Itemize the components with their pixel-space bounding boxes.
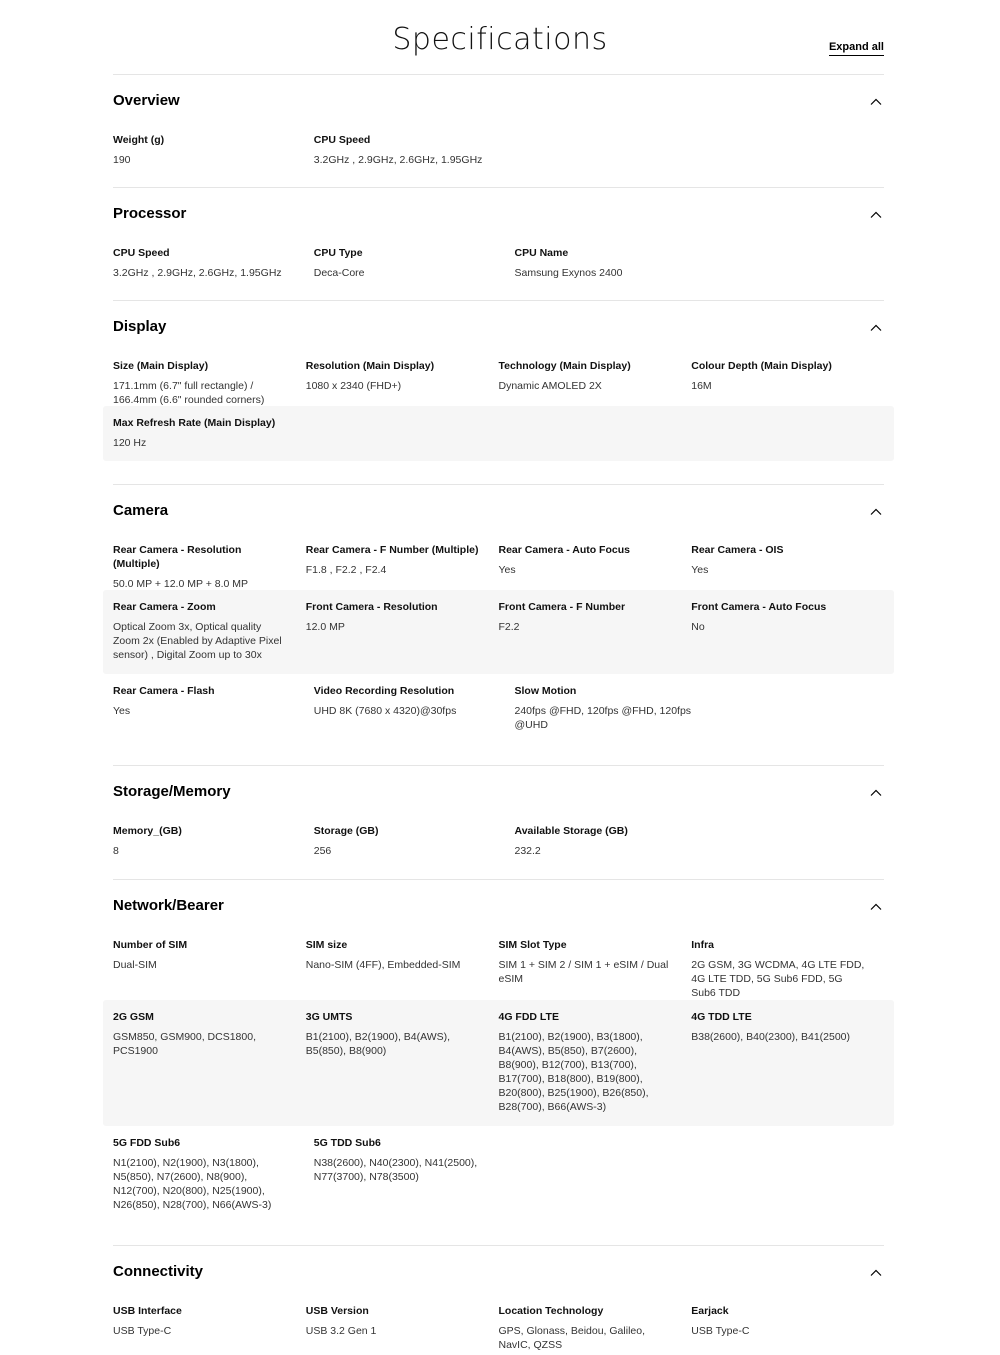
spec-value: USB Type-C	[113, 1325, 172, 1337]
spec-label: Storage (GB)	[313, 825, 379, 837]
spec-item	[113, 133, 314, 175]
spec-item	[306, 1304, 499, 1355]
spec-label: 4G TDD LTE	[691, 1011, 752, 1023]
spec-row	[103, 1000, 894, 1126]
spec-label: SIM size	[305, 939, 348, 951]
spec-item	[314, 246, 515, 288]
spec-item	[691, 938, 884, 1000]
section-title: Overview	[113, 92, 180, 109]
spec-label: Rear Camera - OIS	[691, 544, 784, 556]
spec-section	[113, 765, 884, 866]
spec-value: 3.2GHz , 2.9GHz, 2.6GHz, 1.95GHz	[113, 267, 282, 279]
spec-label: 4G FDD LTE	[498, 1011, 559, 1023]
spec-value: Yes	[498, 564, 516, 576]
spec-item	[499, 1304, 692, 1355]
spec-item	[499, 1010, 692, 1126]
spec-section	[113, 879, 884, 1216]
spec-item	[515, 684, 716, 744]
expand-all-link[interactable]: Expand all	[829, 41, 884, 56]
section-title: Processor	[113, 205, 187, 222]
spec-label: Front Camera - Resolution	[305, 601, 438, 613]
spec-value: B38(2600), B40(2300), B41(2500)	[691, 1031, 851, 1043]
spec-label: Size (Main Display)	[113, 360, 209, 372]
spec-value: 12.0 MP	[305, 621, 345, 633]
spec-value: Nano-SIM (4FF), Embedded-SIM	[305, 959, 461, 971]
chevron-up-icon[interactable]	[870, 900, 882, 912]
spec-item	[306, 600, 499, 674]
spec-item	[306, 359, 499, 406]
section-header[interactable]	[113, 1246, 884, 1296]
section-title: Camera	[113, 502, 169, 519]
chevron-up-icon[interactable]	[870, 505, 882, 517]
spec-label: 2G GSM	[113, 1011, 154, 1023]
spec-item	[113, 938, 306, 1000]
spec-section	[113, 1245, 884, 1355]
spec-item	[499, 543, 692, 590]
spec-section	[113, 484, 884, 744]
spec-item	[515, 246, 716, 288]
spec-value: 50.0 MP + 12.0 MP + 8.0 MP	[113, 578, 249, 590]
spec-label: CPU Speed	[313, 134, 371, 146]
spec-label: SIM Slot Type	[498, 939, 567, 951]
spec-value: Deca-Core	[313, 267, 365, 279]
spec-label: Max Refresh Rate (Main Display)	[113, 417, 276, 429]
spec-row	[103, 1296, 894, 1355]
spec-item	[515, 824, 716, 866]
spec-value: No	[691, 621, 705, 633]
spec-row	[103, 590, 894, 674]
spec-item	[306, 1010, 499, 1126]
spec-label: USB Interface	[113, 1305, 182, 1317]
spec-item	[314, 1136, 515, 1216]
spec-label: Infra	[691, 939, 715, 951]
section-title: Display	[113, 318, 167, 335]
spec-item	[113, 684, 314, 744]
spec-value: Dual-SIM	[113, 959, 157, 971]
spec-label: CPU Name	[514, 247, 569, 259]
section-header[interactable]	[113, 301, 884, 351]
section-header[interactable]	[113, 880, 884, 930]
spec-label: 3G UMTS	[305, 1011, 353, 1023]
spec-item	[113, 246, 314, 288]
spec-item	[691, 600, 884, 674]
spec-item	[314, 684, 515, 744]
spec-value: GSM850, GSM900, DCS1800, PCS1900	[113, 1031, 256, 1057]
spec-item	[499, 359, 692, 406]
spec-value: 232.2	[514, 845, 541, 857]
spec-row	[103, 238, 894, 288]
spec-value: USB 3.2 Gen 1	[305, 1325, 377, 1337]
spec-label: Video Recording Resolution	[313, 685, 455, 697]
spec-value: SIM 1 + SIM 2 / SIM 1 + eSIM / Dual eSIM	[498, 959, 669, 985]
spec-item	[113, 1010, 306, 1126]
spec-label: Memory_(GB)	[113, 825, 182, 837]
spec-item	[113, 1136, 314, 1216]
spec-row	[103, 535, 894, 590]
section-header[interactable]	[113, 766, 884, 816]
spec-value: N38(2600), N40(2300), N41(2500), N77(3700), N78(3500)	[313, 1157, 478, 1183]
spec-label: Rear Camera - F Number (Multiple)	[305, 544, 479, 556]
spec-item	[691, 1010, 884, 1126]
spec-value: F1.8 , F2.2 , F2.4	[305, 564, 387, 576]
spec-value: USB Type-C	[691, 1325, 750, 1337]
spec-item	[314, 133, 515, 175]
spec-label: Rear Camera - Flash	[113, 685, 215, 697]
page-title: Specifications	[392, 22, 608, 57]
spec-row	[103, 351, 894, 406]
chevron-up-icon[interactable]	[870, 95, 882, 107]
spec-value: Yes	[691, 564, 709, 576]
spec-label: Rear Camera - Auto Focus	[498, 544, 630, 556]
spec-label: Technology (Main Display)	[498, 360, 631, 372]
spec-label: Rear Camera - Resolution (Multiple)	[113, 544, 242, 570]
spec-item	[691, 1304, 884, 1355]
spec-item	[113, 1304, 306, 1355]
spec-item	[691, 359, 884, 406]
section-title: Connectivity	[113, 1263, 204, 1280]
spec-label: Resolution (Main Display)	[305, 360, 435, 372]
spec-section	[113, 74, 884, 175]
spec-label: Front Camera - F Number	[498, 601, 626, 613]
spec-section	[113, 300, 884, 461]
spec-item	[113, 416, 314, 461]
chevron-up-icon[interactable]	[870, 1266, 882, 1278]
spec-label: Colour Depth (Main Display)	[691, 360, 832, 372]
spec-value: UHD 8K (7680 x 4320)@30fps	[313, 705, 457, 717]
spec-value: GPS, Glonass, Beidou, Galileo, NavIC, QZSS	[498, 1325, 645, 1351]
spec-label: Weight (g)	[113, 134, 165, 146]
spec-label: Earjack	[691, 1305, 729, 1317]
spec-label: 5G TDD Sub6	[313, 1137, 381, 1149]
spec-row	[103, 406, 894, 461]
spec-label: USB Version	[305, 1305, 369, 1317]
section-header[interactable]	[113, 75, 884, 125]
section-title: Network/Bearer	[113, 897, 224, 914]
spec-label: Front Camera - Auto Focus	[691, 601, 827, 613]
chevron-up-icon[interactable]	[870, 321, 882, 333]
spec-value: 256	[313, 845, 332, 857]
spec-label: Available Storage (GB)	[514, 825, 628, 837]
spec-label: Number of SIM	[113, 939, 188, 951]
chevron-up-icon[interactable]	[870, 786, 882, 798]
spec-row	[103, 125, 894, 175]
spec-value: B1(2100), B2(1900), B4(AWS), B5(850), B8(900)	[305, 1031, 451, 1057]
spec-value: Samsung Exynos 2400	[514, 267, 623, 279]
spec-label: Location Technology	[498, 1305, 604, 1317]
spec-label: Slow Motion	[514, 685, 577, 697]
spec-value: Dynamic AMOLED 2X	[498, 380, 602, 392]
section-header[interactable]	[113, 485, 884, 535]
spec-value: N1(2100), N2(1900), N3(1800), N5(850), N7(2600), N8(900), N12(700), N20(800), N25(1900), N26(850), N28(700), N66(AWS-3)	[113, 1157, 272, 1211]
spec-label: CPU Type	[313, 247, 363, 259]
spec-label: 5G FDD Sub6	[113, 1137, 181, 1149]
spec-item	[306, 543, 499, 590]
spec-section	[113, 187, 884, 288]
section-title: Storage/Memory	[113, 783, 231, 800]
spec-value: Optical Zoom 3x, Optical quality Zoom 2x (Enabled by Adaptive Pixel sensor) , Digital Zoom up to 30x	[113, 621, 282, 661]
spec-item	[113, 824, 314, 866]
spec-item	[113, 359, 306, 406]
spec-value: 171.1mm (6.7" full rectangle) / 166.4mm (6.6" rounded corners)	[113, 380, 265, 406]
spec-item	[113, 600, 306, 674]
spec-value: 8	[113, 845, 119, 857]
spec-value: 240fps @FHD, 120fps @FHD, 120fps @UHD	[514, 705, 692, 731]
spec-row	[103, 674, 894, 744]
spec-item	[691, 543, 884, 590]
spec-item	[306, 938, 499, 1000]
spec-value: B1(2100), B2(1900), B3(1800), B4(AWS), B5(850), B7(2600), B8(900), B12(700), B13(700), B17(700), B18(800), B19(800), B20(800), B25(1900), B26(850), B28(700), B66(AWS-3)	[498, 1031, 649, 1113]
spec-item	[314, 824, 515, 866]
spec-value: 1080 x 2340 (FHD+)	[305, 380, 402, 392]
spec-row	[103, 930, 894, 1000]
spec-value: 16M	[691, 380, 712, 392]
spec-label: Rear Camera - Zoom	[113, 601, 216, 613]
spec-item	[499, 600, 692, 674]
spec-value: 190	[113, 154, 131, 166]
spec-item	[499, 938, 692, 1000]
spec-value: Yes	[113, 705, 131, 717]
spec-value: 2G GSM, 3G WCDMA, 4G LTE FDD, 4G LTE TDD, 5G Sub6 FDD, 5G Sub6 TDD	[691, 959, 865, 999]
spec-value: 120 Hz	[113, 437, 147, 449]
spec-value: F2.2	[498, 621, 520, 633]
chevron-up-icon[interactable]	[870, 208, 882, 220]
spec-row	[103, 1126, 894, 1216]
spec-value: 3.2GHz , 2.9GHz, 2.6GHz, 1.95GHz	[313, 154, 483, 166]
section-header[interactable]	[113, 188, 884, 238]
spec-item	[113, 543, 306, 590]
spec-row	[103, 816, 894, 866]
spec-label: CPU Speed	[113, 247, 170, 259]
